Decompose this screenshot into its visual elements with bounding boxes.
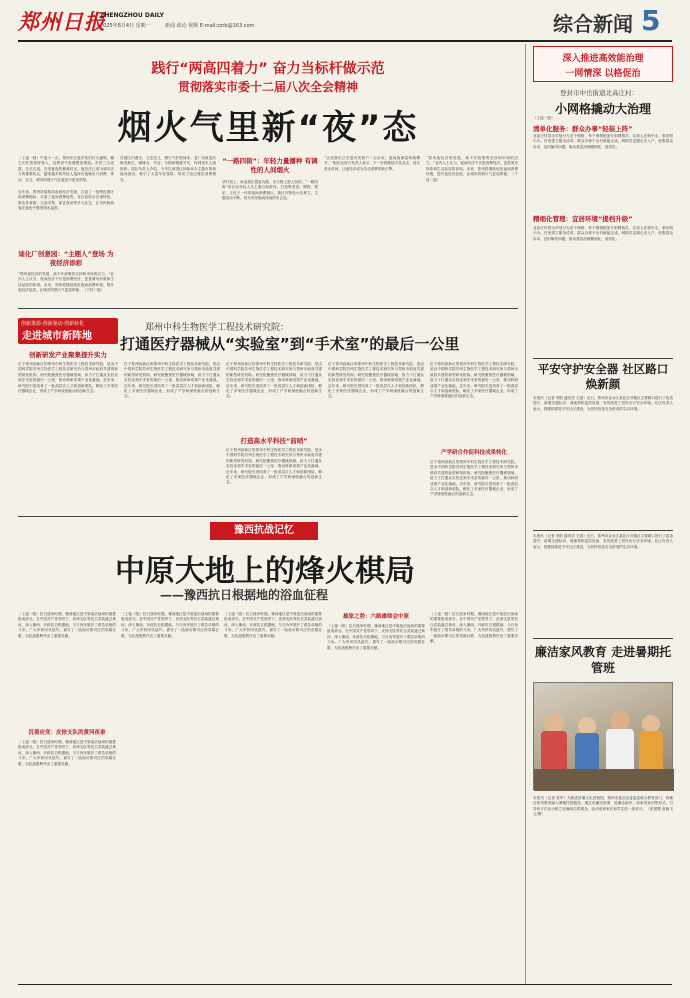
footer-rule bbox=[18, 984, 672, 985]
med-title: 打通医疗器械从“实验室”到“手术室”的最后一公里 bbox=[120, 335, 460, 353]
top-col-1: （上接一版）午夜十一点，郑州东区夜市依旧灯火通明，摊主们忙着招呼客人，烧烤香气弥漫整条街道。市民三五成群，边走边逛，享受夏夜的惬意时光。夜经济已成为城市活力的重要标志，越来越多的年轻人选择在夜晚出门消费、休闲、社交，城市的烟火气在夜色中愈发浓厚。 bbox=[18, 156, 114, 182]
right3-col: 本报讯（记者 张华）为推进清廉文化进校园，郑州市某区纪委监委联合教育部门，将廉洁家风教育融入暑期托管服务，通过讲廉洁故事、绘廉洁画作、读家风家训等形式，引导孩子们从小树立崇廉尚洁的观念。活动受到家长和学生的一致好评。（张慧慧 张晓飞 文/图） bbox=[533, 796, 673, 817]
top-col-3-head: “一路四街”：年轻力量播种 有调性的人间烟火 bbox=[222, 157, 318, 174]
right3-title: 廉洁家风教育 走进暑期托管班 bbox=[534, 645, 672, 675]
med-col-2: 位于郑州高新区的郑州中科生物医学工程技术研究院，是由中国科学院苏州生物医学工程技术研究所与郑州市政府共建的新型研发机构。研究院聚焦医疗器械领域，致力于打通从实验室到手术室的最后一公里，推动科研成果产业化落地。近年来，研究院引进培育了一批高层次人才和创新团队，孵化了多家医疗器械企业，形成了产学研深度融合的创新生态。 bbox=[124, 362, 220, 399]
divider bbox=[18, 308, 518, 309]
top-col-1b: 近年来，郑州持续推动夜间经济发展，打造了一批特色街区和消费地标，丰富了夜间消费场景。各区县结合自身特色，推出美食街、文创市集、演艺夜场等多元业态，让市民和游客在夜色中感受城市温度。 bbox=[18, 190, 114, 211]
med-sub-1: 创新研发产业聚集提升实力 bbox=[29, 351, 107, 359]
med-col-5b: 位于郑州高新区的郑州中科生物医学工程技术研究院，是由中国科学院苏州生物医学工程技术研究所与郑州市政府共建的新型研发机构。研究院聚焦医疗器械领域，致力于打通从实验室到手术室的最后一公里，推动科研成果产业化落地。近年来，研究院引进培育了一批高层次人才和创新团队，孵化了多家医疗器械企业，形成了产学研深度融合的创新生态。 bbox=[430, 460, 518, 497]
med-col-3b: 位于郑州高新区的郑州中科生物医学工程技术研究院，是由中国科学院苏州生物医学工程技术研究所与郑州市政府共建的新型研发机构。研究院聚焦医疗器械领域，致力于打通从实验室到手术室的最后一公里，推动科研成果产业化落地。近年来，研究院引进培育了一批高层次人才和创新团队，孵化了多家医疗器械企业，形成了产学研深度融合的创新生态。 bbox=[226, 448, 322, 485]
links-line: 新闻 政论 视频 E-mail:zzrb@163.com bbox=[165, 23, 255, 29]
top-col-5: “郑州夜经济的发展，离不开政策的支持和市场的活力。”业内人士认为，夜间经济不仅是消费经济，更是城市形象和生活品质的体现。未来，郑州将继续优化夜间消费环境，提升夜经济品质，让城市的烟火气更加浓郁。（下转二版） bbox=[426, 156, 518, 182]
right2-title: 平安守护安全器 社区路口焕新颜 bbox=[537, 362, 669, 391]
right-sub: 登封市中岳街道北高庄村： bbox=[560, 89, 638, 97]
date-line: 2025年8月4日 星期一 bbox=[100, 23, 151, 29]
med-col-5: 位于郑州高新区的郑州中科生物医学工程技术研究院，是由中国科学院苏州生物医学工程技术研究所与郑州市政府共建的新型研发机构。研究院聚焦医疗器械领域，致力于打通从实验室到手术室的最后一公里，推动科研成果产业化落地。近年来，研究院引进培育了一批高层次人才和创新团队，孵化了多家医疗器械企业，形成了产学研深度融合的创新生态。 bbox=[430, 362, 518, 399]
history-col-1: （上接一版）抗日战争时期，豫西地区是中原敌后战场的重要组成部分。在中国共产党领导下，皮徐支队等抗日武装渡过黄河，深入豫西，开辟抗日根据地，与日伪军展开了艰苦卓绝的斗争。广大军民同仇敌忾，谱写了一曲曲可歌可泣的英雄壮歌，为抗战胜利作出了重要贡献。 bbox=[18, 612, 116, 638]
history-tag-label: 豫西抗战记忆 bbox=[234, 525, 294, 536]
med-col-3: 位于郑州高新区的郑州中科生物医学工程技术研究院，是由中国科学院苏州生物医学工程技术研究所与郑州市政府共建的新型研发机构。研究院聚焦医疗器械领域，致力于打通从实验室到手术室的最后一公里，推动科研成果产业化落地。近年来，研究院引进培育了一批高层次人才和创新团队，孵化了多家医疗器械企业，形成了产学研深度融合的创新生态。 bbox=[226, 362, 322, 399]
right-h1: 清单化服务：群众办事“轻装上阵” bbox=[533, 125, 633, 133]
history-sub-2: 雄原之势：六路雄师会中原 bbox=[342, 614, 409, 620]
history-col-1b: （上接一版）抗日战争时期，豫西地区是中原敌后战场的重要组成部分。在中国共产党领导下，皮徐支队等抗日武装渡过黄河，深入豫西，开辟抗日根据地，与日伪军展开了艰苦卓绝的斗争。广大军民同仇敌忾，谱写了一曲曲可歌可泣的英雄壮歌，为抗战胜利作出了重要贡献。 bbox=[18, 740, 116, 766]
history-col-4: （上接一版）抗日战争时期，豫西地区是中原敌后战场的重要组成部分。在中国共产党领导下，皮徐支队等抗日武装渡过黄河，深入豫西，开辟抗日根据地，与日伪军展开了艰苦卓绝的斗争。广大军民同仇敌忾，谱写了一曲曲可歌可泣的英雄壮歌，为抗战胜利作出了重要贡献。 bbox=[327, 624, 425, 650]
top-story bbox=[18, 44, 518, 306]
right-h2: 精细化管理：宜居环境“提档升级” bbox=[533, 215, 633, 223]
med-source: 郑州中科生物医学工程技术研究院： bbox=[145, 323, 290, 333]
med-sub-2: 打造高水平科技“前哨” bbox=[240, 437, 308, 445]
right-kicker2: 一网情深 以格促治 bbox=[565, 69, 641, 79]
top-col-2: 在园区内漫步，文艺范儿、烟火气扑面而来。老厂房改造后焕发新生，咖啡店、书店、小剧场错落分布，每到周末人流如织。园区负责人介绍，今年以来园区持续举办主题市集和夜间演出，吸引了大量年轻客群，带动了周边餐饮消费增长。 bbox=[120, 156, 216, 182]
history-col-2: （上接一版）抗日战争时期，豫西地区是中原敌后战场的重要组成部分。在中国共产党领导下，皮徐支队等抗日武装渡过黄河，深入豫西，开辟抗日根据地，与日伪军展开了艰苦卓绝的斗争。广大军民同仇敌忾，谱写了一曲曲可歌可泣的英雄壮歌，为抗战胜利作出了重要贡献。 bbox=[121, 612, 219, 638]
masthead-rule bbox=[18, 40, 672, 42]
right-kicker: 深入推进高效能治理 bbox=[562, 54, 644, 64]
divider bbox=[18, 516, 518, 517]
right2-col-b: 本报讯（记者 李阳 通讯员 王丽）近日，郑州市金水区某社区对辖区主要路口进行了改造提升，新增交通标识、减速带和监控设备，有效改善了居民出行安全环境。社区负责人表示，将继续推进平安社区建设，为居民营造安全舒适的生活环境。 bbox=[533, 534, 673, 549]
photo-children bbox=[533, 682, 673, 790]
tag-innovation-line2: 走进城市新阵地 bbox=[22, 331, 92, 342]
tag-innovation bbox=[18, 318, 118, 344]
divider bbox=[533, 530, 673, 531]
med-sub-3: 产学研合作促科技成果转化 bbox=[440, 450, 507, 456]
history-title: 中原大地上的烽火棋局 bbox=[115, 554, 415, 589]
right-col-b: 北高庄村将全村划分为若干网格，每个网格配备专职网格员，实现人在格中走、事在网中办。村里建立服务清单，群众办事不出村就能完成。网格员定期走访入户，收集群众诉求，及时解决问题，推动基层治理精细化、高效化。 bbox=[533, 226, 673, 241]
top-story-kicker: 践行“两高四着力” 奋力当标杆做示范 bbox=[151, 61, 385, 77]
top-story-title: 烟火气里新“夜”态 bbox=[117, 108, 419, 148]
page-number: 5 bbox=[641, 4, 661, 37]
right2-col: 本报讯（记者 李阳 通讯员 王丽）近日，郑州市金水区某社区对辖区主要路口进行了改造提升，新增交通标识、减速带和监控设备，有效改善了居民出行安全环境。社区负责人表示，将继续推进平安社区建设，为居民营造安全舒适的生活环境。 bbox=[533, 396, 673, 411]
divider bbox=[533, 638, 673, 639]
column-divider bbox=[525, 44, 526, 984]
med-col-1: 位于郑州高新区的郑州中科生物医学工程技术研究院，是由中国科学院苏州生物医学工程技术研究所与郑州市政府共建的新型研发机构。研究院聚焦医疗器械领域，致力于打通从实验室到手术室的最后一公里，推动科研成果产业化落地。近年来，研究院引进培育了一批高层次人才和创新团队，孵化了多家医疗器械企业，形成了产学研深度融合的创新生态。 bbox=[18, 362, 118, 394]
right-title: 小网格撬动大治理 bbox=[554, 102, 651, 116]
right-col-a: 北高庄村将全村划分为若干网格，每个网格配备专职网格员，实现人在格中走、事在网中办。村里建立服务清单，群众办事不出村就能完成。网格员定期走访入户，收集群众诉求，及时解决问题，推动基层治理精细化、高效化。 bbox=[533, 134, 673, 149]
history-subtitle: ——豫西抗日根据地的浴血征程 bbox=[160, 588, 329, 602]
top-col-3: 华灯初上，商业街区霓虹闪烁，步行街上游人如织。“一路四街”项目以年轻人为主要目标群体，打造集美食、购物、娱乐、文化于一体的夜间消费街区。街区内特色小店林立，主题活动不断，成为市民夜间休闲的好去处。 bbox=[222, 180, 318, 201]
history-col-3: （上接一版）抗日战争时期，豫西地区是中原敌后战场的重要组成部分。在中国共产党领导下，皮徐支队等抗日武装渡过黄河，深入豫西，开辟抗日根据地，与日伪军展开了艰苦卓绝的斗争。广大军民同仇敌忾，谱写了一曲曲可歌可泣的英雄壮歌，为抗战胜利作出了重要贡献。 bbox=[224, 612, 322, 638]
right-kicker-box bbox=[533, 46, 673, 82]
top-story-kicker2: 贯彻落实市委十二届八次全会精神 bbox=[177, 80, 358, 94]
divider bbox=[533, 358, 673, 359]
right-lead: （上接一版） bbox=[533, 116, 555, 120]
history-col-5: （上接一版）抗日战争时期，豫西地区是中原敌后战场的重要组成部分。在中国共产党领导下，皮徐支队等抗日武装渡过黄河，深入豫西，开辟抗日根据地，与日伪军展开了艰苦卓绝的斗争。广大军民同仇敌忾，谱写了一曲曲可歌可泣的英雄壮歌，为抗战胜利作出了重要贡献。 bbox=[430, 612, 518, 644]
newspaper-logo-en: ZHENGZHOU DAILY bbox=[100, 12, 164, 19]
top-col-1c: “郑州夜经济的发展，离不开政策的支持和市场的活力。”业内人士认为，夜间经济不仅是消费经济，更是城市形象和生活品质的体现。未来，郑州将继续优化夜间消费环境，提升夜经济品质，让城市的烟火气更加浓郁。（下转二版） bbox=[18, 272, 114, 293]
tag-innovation-line1: 创新策源·创新驱动·创新转化 bbox=[21, 321, 85, 327]
top-col-4: “目前我们已引进各类商户二百余家，夜间客流量持续攀升。”街区运营方负责人表示，下一步将继续丰富业态，延长营业时间，让夜经济成为拉动消费的新引擎。 bbox=[324, 156, 420, 171]
history-sub-1: 沉着应变：皮徐支队的黄河夜泰 bbox=[28, 730, 106, 736]
newspaper-logo: 郑州日报 bbox=[18, 9, 106, 34]
med-col-4: 位于郑州高新区的郑州中科生物医学工程技术研究院，是由中国科学院苏州生物医学工程技术研究所与郑州市政府共建的新型研发机构。研究院聚焦医疗器械领域，致力于打通从实验室到手术室的最后一公里，推动科研成果产业化落地。近年来，研究院引进培育了一批高层次人才和创新团队，孵化了多家医疗器械企业，形成了产学研深度融合的创新生态。 bbox=[328, 362, 424, 399]
top-sub-1: 迪化厂创意园：“主题人”登场 为夜经济添彩 bbox=[18, 250, 114, 267]
history-tag bbox=[210, 522, 318, 540]
section-name: 综合新闻 bbox=[553, 12, 633, 36]
